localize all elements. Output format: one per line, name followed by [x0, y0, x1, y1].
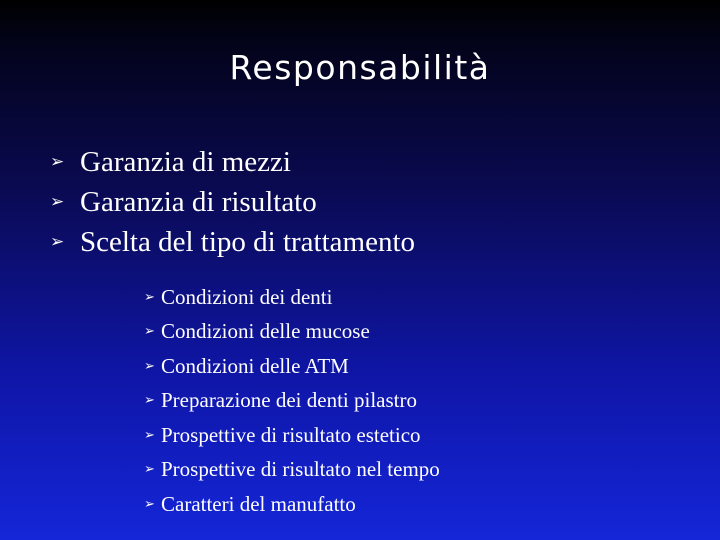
arrowhead-bullet-icon: ➢	[144, 427, 155, 443]
sub-list-item	[144, 453, 440, 488]
main-list-item	[50, 182, 415, 222]
arrowhead-bullet-icon: ➢	[144, 496, 155, 512]
sub-item-label: Caratteri del manufatto	[161, 491, 356, 516]
main-list-item	[50, 142, 415, 182]
sub-item-label: Condizioni delle mucose	[161, 319, 370, 344]
sub-list-item	[144, 349, 440, 384]
main-item-label: Garanzia di mezzi	[80, 145, 291, 178]
main-bullet-list	[50, 142, 415, 262]
arrowhead-bullet-icon: ➢	[50, 231, 65, 252]
arrowhead-bullet-icon: ➢	[144, 462, 155, 478]
sub-list-item	[144, 384, 440, 419]
arrowhead-bullet-icon: ➢	[144, 358, 155, 374]
sub-list-item	[144, 418, 440, 453]
sub-item-label: Prospettive di risultato nel tempo	[161, 457, 440, 482]
sub-list-item	[144, 280, 440, 315]
main-list-item	[50, 222, 415, 262]
sub-item-label: Preparazione dei denti pilastro	[161, 388, 417, 413]
sub-item-label: Prospettive di risultato estetico	[161, 422, 421, 447]
arrowhead-bullet-icon: ➢	[144, 393, 155, 409]
sub-item-label: Condizioni dei denti	[161, 284, 333, 309]
arrowhead-bullet-icon: ➢	[50, 191, 65, 212]
main-item-label: Garanzia di risultato	[80, 185, 317, 218]
slide-title: Responsabilità	[229, 48, 491, 87]
arrowhead-bullet-icon: ➢	[50, 151, 65, 172]
sub-list-item	[144, 315, 440, 350]
sub-bullet-list	[144, 280, 440, 522]
main-item-label: Scelta del tipo di trattamento	[80, 225, 416, 258]
sub-list-item	[144, 487, 440, 522]
arrowhead-bullet-icon: ➢	[144, 324, 155, 340]
arrowhead-bullet-icon: ➢	[144, 289, 155, 305]
sub-item-label: Condizioni delle ATM	[161, 353, 349, 378]
